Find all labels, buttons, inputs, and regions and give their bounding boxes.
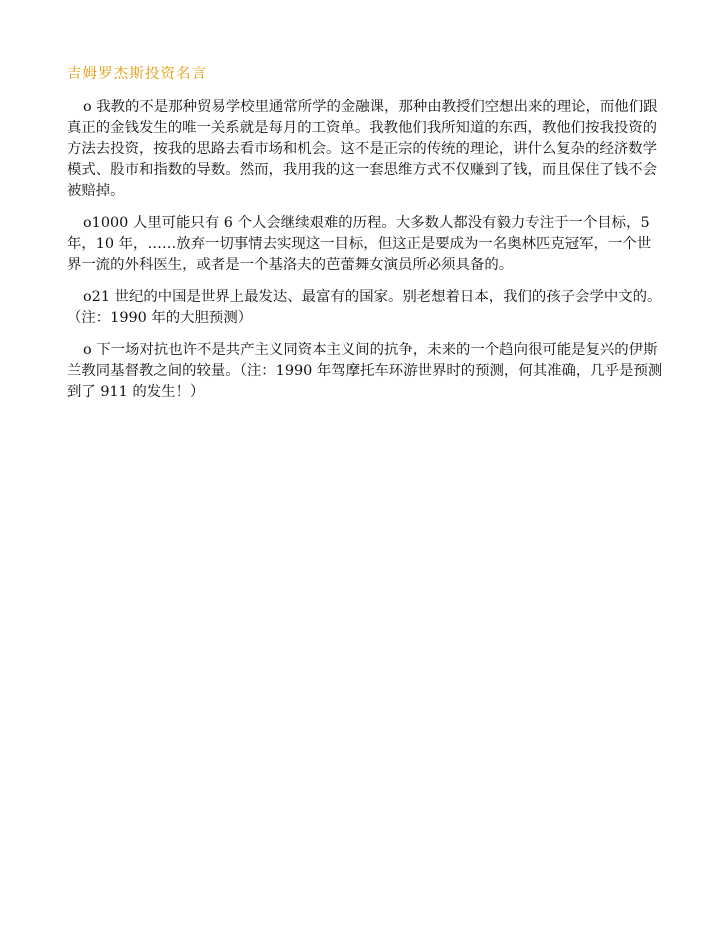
document-title: 吉姆罗杰斯投资名言 [67, 66, 208, 82]
quote-paragraph-3: o21 世纪的中国是世界上最发达、最富有的国家。别老想着日本，我们的孩子会学中文的。（注：1990 年的大胆预测） [67, 289, 662, 326]
document-body [67, 64, 663, 414]
quote-paragraph-4: o 下一场对抗也许不是共产主义同资本主义间的抗争，未来的一个趋向很可能是复兴的伊斯兰教同基督教之间的较量。（注：1990 年驾摩托车环游世界时的预测，何其准确，几乎是预测到了 911 的发生！） [67, 342, 663, 400]
quote-paragraph-2: o1000 人里可能只有 6 个人会继续艰难的历程。大多数人都没有毅力专注于一个目标，5 年，10 年，……放弃一切事情去实现这一目标，但这正是要成为一名奥林匹克冠军，一个世界一流的外科医生，或者是一个基洛夫的芭蕾舞女演员所必须具备的。 [67, 215, 652, 273]
quote-paragraph-1: o 我教的不是那种贸易学校里通常所学的金融课，那种由教授们空想出来的理论，而他们跟真正的金钱发生的唯一关系就是每月的工资单。我教他们我所知道的东西，教他们按我投资的方法去投资，按我的思路去看市场和机会。这不是正宗的传统的理论，讲什么复杂的经济数学模式、股市和指数的导数。然而，我用我的这一套思维方式不仅赚到了钱，而且保住了钱不会被赔掉。 [67, 99, 658, 199]
